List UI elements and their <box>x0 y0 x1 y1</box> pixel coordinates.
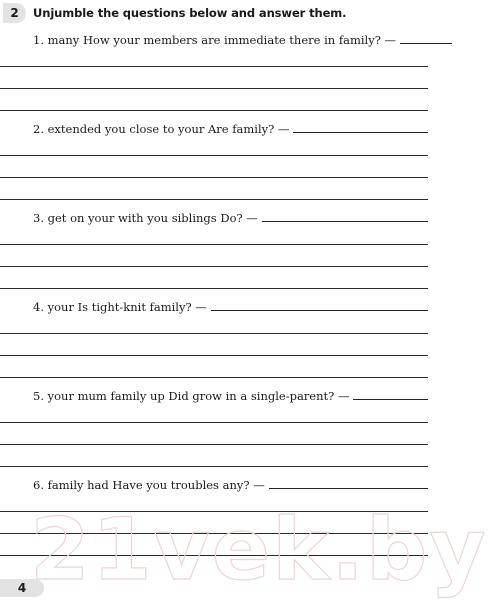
exercise-number-badge: 2 <box>3 3 26 23</box>
question-4 <box>33 297 428 315</box>
answer-line[interactable] <box>0 466 428 467</box>
question-6-inline-blank[interactable] <box>269 487 428 489</box>
question-4-inline-blank[interactable] <box>211 309 428 311</box>
question-3-text: 3. get on your with you siblings Do? — <box>33 211 258 225</box>
question-6 <box>33 475 428 493</box>
question-1-text: 1. many How your members are immediate there in family? — <box>33 33 397 47</box>
answer-line[interactable] <box>0 244 428 245</box>
question-5 <box>33 386 428 404</box>
answer-line[interactable] <box>0 355 428 356</box>
answer-line[interactable] <box>0 377 428 378</box>
question-1-inline-blank[interactable] <box>400 42 452 44</box>
answer-line[interactable] <box>0 177 428 178</box>
exercise-instruction: Unjumble the questions below and answer them. <box>33 6 347 20</box>
answer-line[interactable] <box>0 199 428 200</box>
answer-line[interactable] <box>0 422 428 423</box>
answer-line[interactable] <box>0 533 428 534</box>
answer-line[interactable] <box>0 333 428 334</box>
question-3 <box>33 208 428 226</box>
question-2-text: 2. extended you close to your Are family? — <box>33 122 290 136</box>
question-2 <box>33 119 428 137</box>
question-6-text: 6. family had Have you troubles any? — <box>33 478 265 492</box>
question-4-text: 4. your Is tight-knit family? — <box>33 300 207 314</box>
answer-line[interactable] <box>0 444 428 445</box>
question-3-inline-blank[interactable] <box>262 220 428 222</box>
page-number: 4 <box>0 579 44 597</box>
watermark: 21vek.by <box>30 500 488 600</box>
answer-line[interactable] <box>0 266 428 267</box>
question-5-inline-blank[interactable] <box>353 398 428 400</box>
question-5-text: 5. your mum family up Did grow in a single-parent? — <box>33 389 350 403</box>
answer-line[interactable] <box>0 66 428 67</box>
question-1 <box>33 30 428 48</box>
answer-line[interactable] <box>0 110 428 111</box>
answer-line[interactable] <box>0 555 428 556</box>
question-2-inline-blank[interactable] <box>293 131 428 133</box>
answer-line[interactable] <box>0 511 428 512</box>
answer-line[interactable] <box>0 288 428 289</box>
exercise-header <box>0 0 428 28</box>
answer-line[interactable] <box>0 88 428 89</box>
answer-line[interactable] <box>0 155 428 156</box>
